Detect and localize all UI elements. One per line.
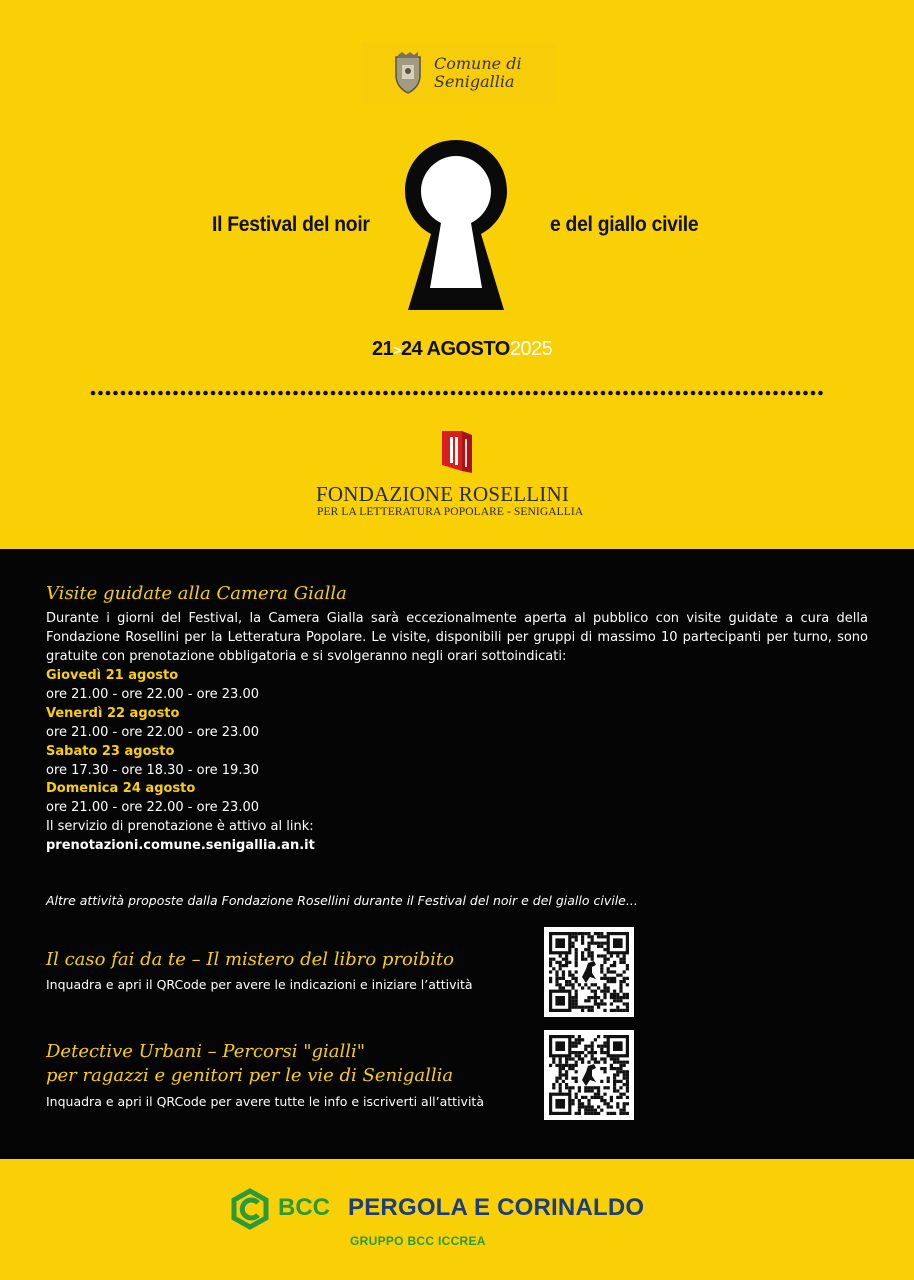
divider-dot	[383, 391, 388, 396]
divider-dot	[196, 391, 201, 396]
divider-dot	[151, 391, 156, 396]
divider-dot	[413, 391, 418, 396]
divider-dot	[91, 391, 96, 396]
booking-link[interactable]: prenotazioni.comune.senigallia.an.it	[46, 838, 315, 854]
divider-dot	[278, 391, 283, 396]
divider-dot	[721, 391, 726, 396]
divider-dot	[526, 391, 531, 396]
altre-attivita-intro: Altre attività proposte dalla Fondazione Rosellini durante il Festival del noir e del giallo civile...	[46, 893, 638, 908]
divider-dot	[346, 391, 351, 396]
fondazione-subtitle: PER LA LETTERATURA POPOLARE - SENIGALLIA	[317, 506, 584, 518]
divider-dot	[376, 391, 381, 396]
divider-dot	[796, 391, 801, 396]
divider-dot	[518, 391, 523, 396]
divider-dot	[443, 391, 448, 396]
divider-dot	[316, 391, 321, 396]
divider-dot	[691, 391, 696, 396]
divider-dot	[601, 391, 606, 396]
schedule-list	[46, 667, 446, 856]
keyhole-icon	[403, 138, 509, 312]
activity2-title	[46, 1040, 453, 1088]
divider-dot	[308, 391, 313, 396]
divider-dot	[211, 391, 216, 396]
divider-dot	[143, 391, 148, 396]
comune-name	[434, 55, 522, 91]
activity1-description: Inquadra e apri il QRCode per avere le indicazioni e iniziare l’attività	[46, 977, 473, 992]
divider-dot	[578, 391, 583, 396]
divider-dot	[736, 391, 741, 396]
divider-dot	[428, 391, 433, 396]
divider-dot	[263, 391, 268, 396]
divider-dot	[188, 391, 193, 396]
dotted-divider	[90, 386, 824, 400]
divider-dot	[233, 391, 238, 396]
divider-dot	[473, 391, 478, 396]
divider-dot	[803, 391, 808, 396]
divider-dot	[158, 391, 163, 396]
divider-dot	[496, 391, 501, 396]
comune-line2: Senigallia	[434, 72, 515, 91]
divider-dot	[653, 391, 658, 396]
divider-dot	[758, 391, 763, 396]
divider-dot	[616, 391, 621, 396]
divider-dot	[556, 391, 561, 396]
festival-title-left: Il Festival del noir	[212, 213, 370, 236]
divider-dot	[323, 391, 328, 396]
qr-code-icon[interactable]	[544, 927, 634, 1017]
qr-code-icon[interactable]	[544, 1030, 634, 1120]
date-start: 21	[372, 338, 394, 360]
divider-dot	[593, 391, 598, 396]
divider-dot	[638, 391, 643, 396]
divider-dot	[773, 391, 778, 396]
divider-dot	[488, 391, 493, 396]
divider-dot	[398, 391, 403, 396]
dinosaur-icon	[582, 1064, 596, 1086]
divider-dot	[503, 391, 508, 396]
activity2-title-line1: Detective Urbani – Percorsi "gialli"	[46, 1041, 366, 1062]
divider-dot	[166, 391, 171, 396]
visite-intro: Durante i giorni del Festival, la Camera Gialla sarà eccezionalmente aperta al pubblico con visite guidate a cura della Fondazione Rosellini per la Letteratura Popolare. Le visite, disponibili per gruppi di massimo 10 partecipanti per turno, sono gratuite con prenotazione obbligatoria e si svolgeranno negli orari sottoindicati:	[46, 611, 868, 664]
divider-dot	[766, 391, 771, 396]
fondazione-book-icon	[440, 429, 474, 473]
divider-dot	[698, 391, 703, 396]
divider-dot	[338, 391, 343, 396]
date-arrow: >	[393, 342, 401, 358]
divider-dot	[623, 391, 628, 396]
divider-dot	[646, 391, 651, 396]
divider-dot	[451, 391, 456, 396]
divider-dot	[256, 391, 261, 396]
divider-dot	[203, 391, 208, 396]
comune-logo	[362, 42, 556, 104]
divider-dot	[788, 391, 793, 396]
schedule-day: Domenica 24 agosto	[46, 781, 196, 797]
divider-dot	[511, 391, 516, 396]
bcc-label: BCC	[278, 1194, 330, 1221]
divider-dot	[226, 391, 231, 396]
divider-dot	[548, 391, 553, 396]
bcc-name: PERGOLA E CORINALDO	[348, 1194, 645, 1221]
divider-dot	[668, 391, 673, 396]
divider-dot	[541, 391, 546, 396]
divider-dot	[271, 391, 276, 396]
divider-dot	[173, 391, 178, 396]
date-end: 24 AGOSTO	[400, 338, 510, 360]
schedule-times: ore 21.00 - ore 22.00 - ore 23.00	[46, 724, 259, 740]
festival-title-right: e del giallo civile	[550, 213, 699, 236]
bcc-logo-icon	[228, 1187, 272, 1231]
divider-dot	[331, 391, 336, 396]
activity1-title: Il caso fai da te – Il mistero del libro proibito	[46, 949, 454, 970]
fondazione-name: FONDAZIONE ROSELLINI	[316, 482, 570, 506]
divider-dot	[218, 391, 223, 396]
divider-dot	[586, 391, 591, 396]
festival-dates	[372, 338, 552, 361]
divider-dot	[728, 391, 733, 396]
divider-dot	[683, 391, 688, 396]
schedule-times: ore 21.00 - ore 22.00 - ore 23.00	[46, 800, 259, 816]
divider-dot	[293, 391, 298, 396]
divider-dot	[631, 391, 636, 396]
divider-dot	[106, 391, 111, 396]
divider-dot	[421, 391, 426, 396]
visite-title: Visite guidate alla Camera Gialla	[46, 583, 347, 604]
divider-dot	[136, 391, 141, 396]
divider-dot	[571, 391, 576, 396]
divider-dot	[676, 391, 681, 396]
divider-dot	[563, 391, 568, 396]
divider-dot	[661, 391, 666, 396]
divider-dot	[241, 391, 246, 396]
divider-dot	[286, 391, 291, 396]
schedule-day: Giovedì 21 agosto	[46, 668, 179, 683]
bcc-group: GRUPPO BCC ICCREA	[350, 1234, 486, 1248]
schedule-day: Sabato 23 agosto	[46, 743, 175, 759]
divider-dot	[706, 391, 711, 396]
divider-dot	[113, 391, 118, 396]
divider-dot	[811, 391, 816, 396]
divider-dot	[743, 391, 748, 396]
divider-dot	[458, 391, 463, 396]
date-year: 2025	[509, 338, 553, 360]
divider-dot	[98, 391, 103, 396]
divider-dot	[368, 391, 373, 396]
booking-text: Il servizio di prenotazione è attivo al link:	[46, 819, 314, 835]
divider-dot	[713, 391, 718, 396]
divider-dot	[533, 391, 538, 396]
schedule-times: ore 17.30 - ore 18.30 - ore 19.30	[46, 762, 259, 778]
divider-dot	[361, 391, 366, 396]
divider-dot	[781, 391, 786, 396]
divider-dot	[436, 391, 441, 396]
activity2-description: Inquadra e apri il QRCode per avere tutte le info e iscriverti all’attività	[46, 1094, 484, 1109]
divider-dot	[248, 391, 253, 396]
divider-dot	[128, 391, 133, 396]
divider-dot	[301, 391, 306, 396]
divider-dot	[466, 391, 471, 396]
divider-dot	[818, 391, 823, 396]
divider-dot	[353, 391, 358, 396]
divider-dot	[181, 391, 186, 396]
activity2-title-line2: per ragazzi e genitori per le vie di Senigallia	[46, 1065, 454, 1086]
comune-line1: Comune di	[434, 54, 522, 73]
crest-icon	[388, 51, 428, 95]
divider-dot	[406, 391, 411, 396]
divider-dot	[391, 391, 396, 396]
divider-dot	[121, 391, 126, 396]
schedule-day: Venerdì 22 agosto	[46, 705, 180, 721]
schedule-times: ore 21.00 - ore 22.00 - ore 23.00	[46, 686, 259, 702]
divider-dot	[481, 391, 486, 396]
divider-dot	[751, 391, 756, 396]
divider-dot	[608, 391, 613, 396]
dinosaur-icon	[582, 961, 596, 983]
